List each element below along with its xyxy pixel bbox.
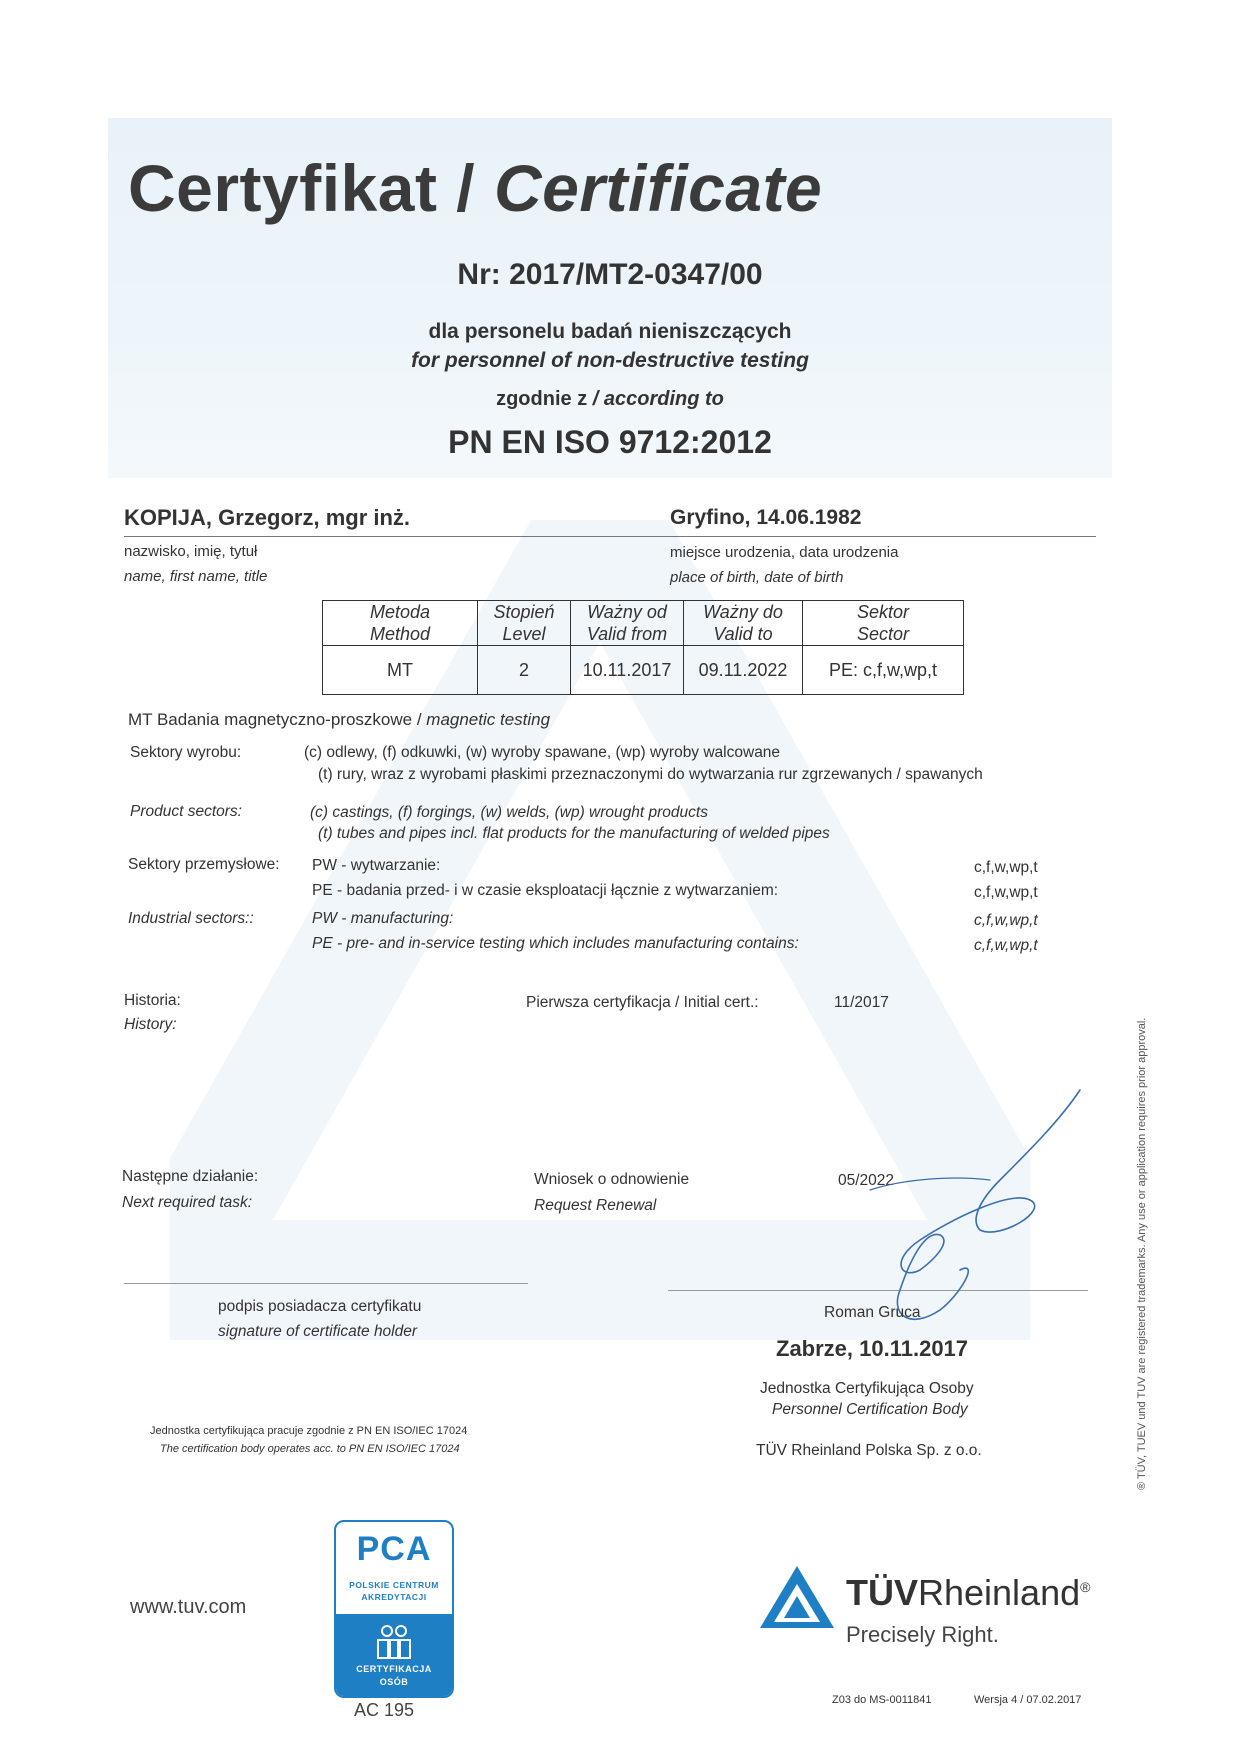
according-to: zgodnie z / according to [496, 388, 724, 410]
holder-signature-label-pl: podpis posiadacza certyfikatu [218, 1298, 422, 1315]
place-date: Zabrze, 10.11.2017 [776, 1336, 969, 1361]
pca-cert-line2: OSÓB [379, 1677, 409, 1687]
pca-name-line1: POLSKIE CENTRUM [349, 1580, 439, 1590]
cell-level: 2 [478, 646, 571, 695]
pca-name-line2: AKREDYTACJI [361, 1592, 427, 1602]
industrial-code: c,f,w,wp,t [974, 859, 1038, 876]
next-task-date: 05/2022 [838, 1172, 895, 1189]
name-label-pl: nazwisko, imię, tytuł [124, 543, 258, 560]
table-header-row [323, 601, 964, 646]
industrial-pe-en: PE - pre- and in-service testing which includes manufacturing contains: [312, 935, 799, 952]
pca-blue-panel [336, 1614, 452, 1696]
subtitle-pl: dla personelu badań nieniszczących [428, 320, 792, 343]
table-row [323, 646, 964, 695]
certificate-title: Certyfikat / Certificate [128, 151, 823, 225]
divider [124, 536, 1096, 537]
industrial-pe-pl: PE - badania przed- i w czasie eksploatacji łącznie z wytwarzaniem: [312, 882, 779, 899]
tuv-rheinland-wordmark: TÜVRheinland® [846, 1572, 1091, 1613]
col-level: Stopień Level [478, 601, 571, 646]
pca-accreditation-number: AC 195 [354, 1700, 415, 1720]
col-valid-to: Ważny do Valid to [684, 601, 803, 646]
website-link[interactable]: www.tuv.com [130, 1596, 247, 1618]
next-task-label-en: Next required task: [122, 1194, 253, 1211]
product-sectors-line2-en: (t) tubes and pipes incl. flat products for the manufacturing of welded pipes [318, 825, 830, 842]
product-sectors-line1-en: (c) castings, (f) forgings, (w) welds, (wp) wrought products [310, 804, 708, 821]
pca-accreditation-logo [334, 1520, 454, 1698]
people-icon [372, 1624, 416, 1660]
cell-sector: PE: c,f,w,wp,t [803, 646, 964, 695]
history-label-pl: Historia: [124, 992, 181, 1009]
subtitle-en: for personnel of non-destructive testing [411, 349, 809, 372]
tuv-triangle-logo-icon [758, 1564, 836, 1630]
holder-signature-line [124, 1283, 528, 1284]
accreditation-note-pl: Jednostka certyfikująca pracuje zgodnie z PN EN ISO/IEC 17024 [150, 1425, 468, 1437]
product-sectors-line2-pl: (t) rury, wraz z wyrobami płaskimi przeznaczonymi do wytwarzania rur zgrzewanych / spawanych [318, 766, 983, 783]
industrial-code: c,f,w,wp,t [974, 912, 1038, 929]
history-label-en: History: [124, 1016, 177, 1033]
col-sector: Sektor Sector [803, 601, 964, 646]
standard: PN EN ISO 9712:2012 [448, 424, 772, 460]
certification-body-pl: Jednostka Certyfikująca Osoby [760, 1380, 974, 1397]
document-version: Wersja 4 / 07.02.2017 [974, 1694, 1082, 1706]
next-task-label-pl: Następne działanie: [122, 1168, 259, 1185]
holder-signature-label-en: signature of certificate holder [218, 1323, 418, 1340]
company-name: TÜV Rheinland Polska Sp. z o.o. [756, 1442, 982, 1459]
cell-method: MT [323, 646, 478, 695]
name-label-en: name, first name, title [124, 568, 268, 585]
tuv-slogan: Precisely Right. [846, 1622, 999, 1647]
industrial-pw-pl: PW - wytwarzanie: [312, 857, 441, 874]
certification-body-en: Personnel Certification Body [772, 1401, 968, 1418]
pca-logo-text: PCA [356, 1530, 432, 1568]
handwritten-signature [830, 1080, 1090, 1340]
industrial-sectors-label-pl: Sektory przemysłowe: [128, 856, 280, 873]
holder-name: KOPIJA, Grzegorz, mgr inż. [124, 505, 411, 530]
industrial-code: c,f,w,wp,t [974, 884, 1038, 901]
birth-label-en: place of birth, date of birth [670, 569, 844, 586]
document-code: Z03 do MS-0011841 [832, 1694, 932, 1706]
industrial-code: c,f,w,wp,t [974, 937, 1038, 954]
holder-birth: Gryfino, 14.06.1982 [670, 506, 862, 529]
initial-cert-value: 11/2017 [834, 994, 889, 1011]
cell-valid-from: 10.11.2017 [571, 646, 684, 695]
pca-cert-line1: CERTYFIKACJA [356, 1664, 432, 1674]
col-method: Metoda Method [323, 601, 478, 646]
method-description: MT Badania magnetyczno-proszkowe / magnetic testing [128, 710, 551, 729]
next-task-value-en: Request Renewal [534, 1197, 657, 1214]
product-sectors-line1-pl: (c) odlewy, (f) odkuwki, (w) wyroby spawane, (wp) wyroby walcowane [304, 744, 781, 761]
signer-name: Roman Gruca [824, 1304, 921, 1321]
col-valid-from: Ważny od Valid from [571, 601, 684, 646]
next-task-value-pl: Wniosek o odnowienie [534, 1171, 690, 1188]
industrial-pw-en: PW - manufacturing: [312, 910, 454, 927]
product-sectors-label-en: Product sectors: [130, 803, 242, 820]
product-sectors-label-pl: Sektory wyrobu: [130, 744, 242, 761]
cell-valid-to: 09.11.2022 [684, 646, 803, 695]
industrial-sectors-label-en: Industrial sectors:: [128, 910, 254, 927]
birth-label-pl: miejsce urodzenia, data urodzenia [670, 544, 899, 561]
trademark-note: ® TÜV, TUEV und TUV are registered trademarks. Any use or application requires prior approval. [1136, 1017, 1148, 1490]
certification-table [322, 600, 964, 695]
certificate-number: Nr: 2017/MT2-0347/00 [457, 258, 763, 291]
accreditation-note-en: The certification body operates acc. to PN EN ISO/IEC 17024 [160, 1443, 460, 1455]
initial-cert-label: Pierwsza certyfikacja / Initial cert.: [526, 994, 759, 1011]
